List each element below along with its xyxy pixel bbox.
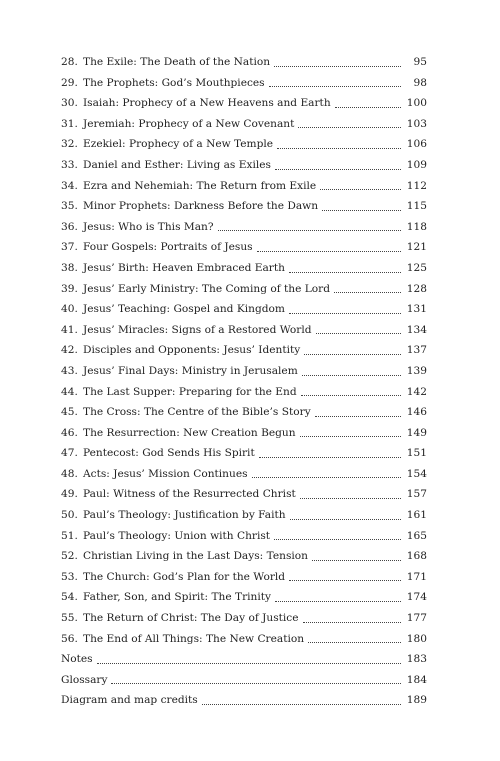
- toc-entry-number: 46.: [61, 426, 78, 439]
- toc-entry-title: Glossary: [61, 673, 108, 686]
- toc-entry-title: Daniel and Esther: Living as Exiles: [83, 158, 271, 171]
- toc-entry[interactable]: [61, 217, 427, 238]
- toc-entry[interactable]: [61, 299, 427, 320]
- toc-entry-page: 183: [406, 653, 427, 666]
- toc-entry-page: 100: [406, 97, 427, 110]
- toc-entry-title: Isaiah: Prophecy of a New Heavens and Earth: [83, 97, 331, 110]
- toc-entry-title: Minor Prophets: Darkness Before the Dawn: [83, 200, 319, 213]
- toc-entry-title: Disciples and Opponents: Jesus’ Identity: [83, 344, 301, 357]
- toc-entry-title: The Last Supper: Preparing for the End: [83, 385, 297, 398]
- toc-entry-number: 36.: [61, 220, 78, 233]
- toc-entry[interactable]: [61, 546, 427, 567]
- toc-entry[interactable]: [61, 443, 427, 464]
- toc-entry-title: Jesus’ Teaching: Gospel and Kingdom: [83, 303, 285, 316]
- toc-dot-leader: [300, 498, 401, 499]
- toc-entry-page: 125: [406, 261, 427, 274]
- toc-dot-leader: [289, 580, 401, 581]
- toc-entry-title: Acts: Jesus’ Mission Continues: [83, 467, 248, 480]
- toc-entry-title: The Resurrection: New Creation Begun: [83, 426, 296, 439]
- toc-entry[interactable]: [61, 134, 427, 155]
- toc-entry-page: 106: [406, 138, 427, 151]
- toc-entry-number: 40.: [61, 303, 78, 316]
- toc-entry[interactable]: [61, 361, 427, 382]
- toc-entry-title: Four Gospels: Portraits of Jesus: [83, 241, 253, 254]
- toc-dot-leader: [304, 354, 401, 355]
- toc-dot-leader: [289, 272, 401, 273]
- toc-entry-page: 134: [406, 323, 427, 336]
- toc-dot-leader: [274, 66, 401, 67]
- toc-entry-page: 157: [406, 488, 427, 501]
- toc-dot-leader: [316, 333, 401, 334]
- toc-dot-leader: [315, 416, 401, 417]
- toc-entry[interactable]: [61, 587, 427, 608]
- toc-dot-leader: [97, 663, 401, 664]
- toc-entry[interactable]: [61, 402, 427, 423]
- toc-entry-page: 137: [406, 344, 427, 357]
- toc-dot-leader: [202, 704, 401, 705]
- toc-dot-leader: [302, 375, 401, 376]
- toc-entry-number: 56.: [61, 632, 78, 645]
- toc-entry[interactable]: [61, 176, 427, 197]
- toc-entry-title: Jesus’ Early Ministry: The Coming of the Lord: [83, 282, 330, 295]
- toc-entry-page: 98: [413, 76, 427, 89]
- toc-entry-number: 35.: [61, 200, 78, 213]
- toc-entry[interactable]: [61, 279, 427, 300]
- toc-entry-number: 31.: [61, 117, 78, 130]
- toc-entry-number: 38.: [61, 261, 78, 274]
- toc-dot-leader: [252, 477, 401, 478]
- toc-entry-number: 49.: [61, 488, 78, 501]
- toc-entry[interactable]: [61, 649, 427, 670]
- toc-entry-number: 37.: [61, 241, 78, 254]
- toc-entry[interactable]: [61, 690, 427, 711]
- toc-entry-page: 180: [406, 632, 427, 645]
- toc-dot-leader: [274, 539, 401, 540]
- toc-entry[interactable]: [61, 505, 427, 526]
- toc-entry[interactable]: [61, 93, 427, 114]
- toc-entry[interactable]: [61, 608, 427, 629]
- toc-entry-page: 115: [406, 200, 427, 213]
- toc-entry-title: Paul: Witness of the Resurrected Christ: [83, 488, 296, 501]
- toc-dot-leader: [269, 86, 401, 87]
- toc-entry-number: 50.: [61, 509, 78, 522]
- toc-entry-title: Paul’s Theology: Justification by Faith: [83, 509, 286, 522]
- toc-entry-title: Jeremiah: Prophecy of a New Covenant: [83, 117, 295, 130]
- toc-entry-page: 118: [406, 220, 427, 233]
- toc-entry[interactable]: [61, 237, 427, 258]
- toc-entry-title: Ezra and Nehemiah: The Return from Exile: [83, 179, 317, 192]
- toc-dot-leader: [111, 683, 401, 684]
- toc-entry-page: 154: [406, 467, 427, 480]
- toc-entry-page: 168: [406, 550, 427, 563]
- toc-entry[interactable]: [61, 52, 427, 73]
- toc-entry[interactable]: [61, 258, 427, 279]
- toc-entry-number: 43.: [61, 364, 78, 377]
- toc-entry-page: 189: [406, 694, 427, 707]
- toc-entry-page: 146: [406, 406, 427, 419]
- toc-dot-leader: [289, 313, 401, 314]
- toc-entry[interactable]: [61, 423, 427, 444]
- toc-dot-leader: [259, 457, 401, 458]
- toc-dot-leader: [334, 292, 401, 293]
- toc-entry-number: 39.: [61, 282, 78, 295]
- toc-list: [61, 52, 427, 711]
- toc-entry-title: Jesus’ Miracles: Signs of a Restored World: [83, 323, 312, 336]
- toc-entry-number: 28.: [61, 56, 78, 68]
- toc-dot-leader: [308, 642, 401, 643]
- toc-dot-leader: [312, 560, 401, 561]
- toc-entry-title: The End of All Things: The New Creation: [83, 632, 305, 645]
- toc-dot-leader: [257, 251, 401, 252]
- toc-entry-number: 54.: [61, 591, 78, 604]
- toc-entry-number: 34.: [61, 179, 78, 192]
- toc-entry-title: The Exile: The Death of the Nation: [83, 56, 271, 68]
- toc-entry-page: 112: [406, 179, 427, 192]
- toc-entry-page: 174: [406, 591, 427, 604]
- toc-dot-leader: [335, 107, 401, 108]
- toc-entry-page: 165: [406, 529, 427, 542]
- toc-entry-page: 151: [406, 447, 427, 460]
- toc-entry[interactable]: [61, 340, 427, 361]
- toc-entry-number: 48.: [61, 467, 78, 480]
- toc-dot-leader: [218, 230, 401, 231]
- toc-entry[interactable]: [61, 73, 427, 94]
- toc-entry-title: Father, Son, and Spirit: The Trinity: [83, 591, 271, 604]
- toc-entry-page: 103: [406, 117, 427, 130]
- toc-entry-page: 171: [406, 570, 427, 583]
- toc-entry-number: 52.: [61, 550, 78, 563]
- toc-entry-title: Paul’s Theology: Union with Christ: [83, 529, 271, 542]
- toc-entry-title: The Cross: The Centre of the Bible’s Story: [83, 406, 311, 419]
- toc-dot-leader: [298, 127, 401, 128]
- toc-entry-page: 184: [406, 673, 427, 686]
- toc-entry-number: 53.: [61, 570, 78, 583]
- toc-entry[interactable]: [61, 382, 427, 403]
- table-of-contents: [61, 52, 427, 711]
- toc-entry-title: Pentecost: God Sends His Spirit: [83, 447, 255, 460]
- toc-entry-number: 33.: [61, 158, 78, 171]
- toc-entry[interactable]: [61, 484, 427, 505]
- toc-dot-leader: [300, 436, 401, 437]
- toc-entry[interactable]: [61, 155, 427, 176]
- toc-entry-page: 121: [406, 241, 427, 254]
- toc-entry-number: 32.: [61, 138, 78, 151]
- toc-entry-number: 47.: [61, 447, 78, 460]
- toc-entry-title: Diagram and map credits: [61, 694, 198, 707]
- toc-entry[interactable]: [61, 629, 427, 650]
- toc-entry[interactable]: [61, 464, 427, 485]
- toc-entry-page: 95: [413, 56, 427, 68]
- toc-entry[interactable]: [61, 567, 427, 588]
- toc-entry-page: 149: [406, 426, 427, 439]
- toc-entry[interactable]: [61, 196, 427, 217]
- toc-entry[interactable]: [61, 114, 427, 135]
- toc-entry-title: Notes: [61, 653, 93, 666]
- toc-dot-leader: [303, 622, 402, 623]
- toc-entry-title: The Prophets: God’s Mouthpieces: [83, 76, 265, 89]
- toc-entry-title: The Return of Christ: The Day of Justice: [83, 612, 299, 625]
- toc-dot-leader: [322, 210, 401, 211]
- toc-entry-page: 161: [406, 509, 427, 522]
- toc-entry-number: 45.: [61, 406, 78, 419]
- toc-entry-title: Christian Living in the Last Days: Tension: [83, 550, 308, 563]
- toc-entry-number: 51.: [61, 529, 78, 542]
- toc-entry-title: The Church: God’s Plan for the World: [83, 570, 286, 583]
- toc-entry-title: Jesus’ Final Days: Ministry in Jerusalem: [83, 364, 298, 377]
- toc-dot-leader: [290, 519, 401, 520]
- toc-dot-leader: [320, 189, 401, 190]
- toc-entry-number: 55.: [61, 612, 78, 625]
- toc-entry-page: 177: [406, 612, 427, 625]
- toc-entry-title: Jesus’ Birth: Heaven Embraced Earth: [83, 261, 285, 274]
- toc-entry-page: 142: [406, 385, 427, 398]
- toc-entry-number: 29.: [61, 76, 78, 89]
- toc-entry-number: 42.: [61, 344, 78, 357]
- toc-entry-page: 128: [406, 282, 427, 295]
- toc-dot-leader: [277, 148, 401, 149]
- toc-entry-number: 41.: [61, 323, 78, 336]
- toc-dot-leader: [275, 169, 401, 170]
- toc-dot-leader: [301, 395, 401, 396]
- toc-entry[interactable]: [61, 670, 427, 691]
- toc-entry-page: 109: [406, 158, 427, 171]
- toc-entry-title: Ezekiel: Prophecy of a New Temple: [83, 138, 274, 151]
- toc-entry-number: 30.: [61, 97, 78, 110]
- toc-entry-page: 139: [406, 364, 427, 377]
- toc-dot-leader: [275, 601, 401, 602]
- toc-entry-title: Jesus: Who is This Man?: [83, 220, 214, 233]
- toc-entry[interactable]: [61, 526, 427, 547]
- toc-entry-page: 131: [406, 303, 427, 316]
- toc-entry[interactable]: [61, 320, 427, 341]
- toc-entry-number: 44.: [61, 385, 78, 398]
